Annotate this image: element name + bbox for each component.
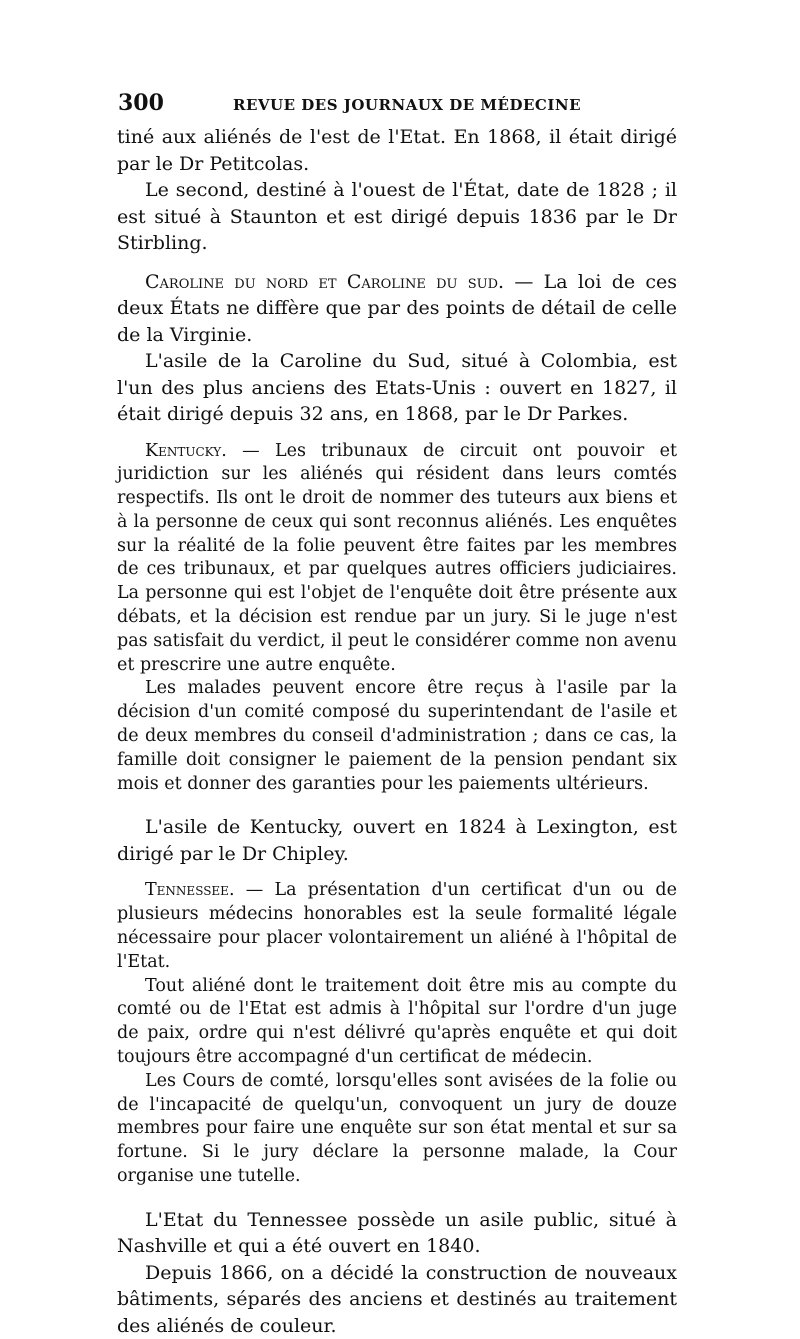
page-body <box>117 124 677 1339</box>
page-number: 300 <box>118 90 164 116</box>
paragraph: Les Cours de comté, lorsqu'elles sont avisées de la folie ou de l'incapacité de quelqu'un, convoquent un jury de douze membres pour faire une enquête sur son état mental et sur sa fortune. Si le jury déclare la personne malade, la Cour organise une tutelle. <box>117 1070 677 1187</box>
page-header <box>118 90 678 120</box>
paragraph: L'Etat du Tennessee possède un asile public, situé à Nashville et qui a été ouvert en 1840. <box>117 1208 677 1258</box>
running-title: REVUE DES JOURNAUX DE MÉDECINE <box>233 96 582 114</box>
section-heading: Caroline du nord et Caroline du sud. <box>145 270 505 293</box>
section-paragraph-kentucky: Kentucky. — Les tribunaux de circuit ont pouvoir et juridiction sur les aliénés qui résident dans leurs comtés respectifs. Ils ont le droit de nommer des tuteurs aux biens et à la personne de ceux qui sont reconnus aliénés. Les enquêtes sur la réalité de la folie peuvent être faites par les membres de ces tribunaux, et par quelques autres officiers judiciaires. La personne qui est l'objet de l'enquête doit être présente aux débats, et la décision est rendue par un jury. Si le juge n'est pas satisfait du verdict, il peut le considérer comme non avenu et prescrire une autre enquête. <box>117 440 677 675</box>
paragraph: tiné aux aliénés de l'est de l'Etat. En 1868, il était dirigé par le Dr Petitcolas. <box>117 126 677 175</box>
section-paragraph-carolines: Caroline du nord et Caroline du sud. — La loi de ces deux États ne diffère que par des points de détail de celle de la Virginie. <box>117 270 678 346</box>
paragraph: Le second, destiné à l'ouest de l'État, date de 1828 ; il est situé à Staunton et est dirigé depuis 1836 par le Dr Stirbling. <box>117 179 677 254</box>
paragraph: Les malades peuvent encore être reçus à l'asile par la décision d'un comité composé du superintendant de l'asile et de deux membres du conseil d'administration ; dans ce cas, la famille doit consigner le paiement de la pension pendant six mois et donner des garanties pour les paiements ultérieurs. <box>117 678 677 794</box>
paragraph: Depuis 1866, on a décidé la construction de nouveaux bâtiments, séparés des anciens et destinés au traitement des aliénés de couleur. <box>117 1261 677 1337</box>
paragraph: L'asile de Kentucky, ouvert en 1824 à Lexington, est dirigé par le Dr Chipley. <box>117 816 677 865</box>
paragraph: L'asile de la Caroline du Sud, situé à Colombia, est l'un des plus anciens des Etats-Unis : ouvert en 1827, il était dirigé depuis 32 ans, en 1868, par le Dr Parkes. <box>117 350 677 425</box>
section-heading: Tennessee. <box>145 880 235 901</box>
section-heading: Kentucky. <box>145 440 227 461</box>
paragraph: Tout aliéné dont le traitement doit être mis au compte du comté ou de l'Etat est admis à l'hôpital sur l'ordre d'un juge de paix, ordre qui n'est délivré qu'après enquête et qui doit toujours être accompagné d'un certificat de médecin. <box>117 975 677 1068</box>
section-paragraph-tennessee: Tennessee. — La présentation d'un certificat d'un ou de plusieurs médecins honorables est la seule formalité légale nécessaire pour placer volontairement un aliéné à l'hôpital de l'Etat. <box>117 880 677 972</box>
